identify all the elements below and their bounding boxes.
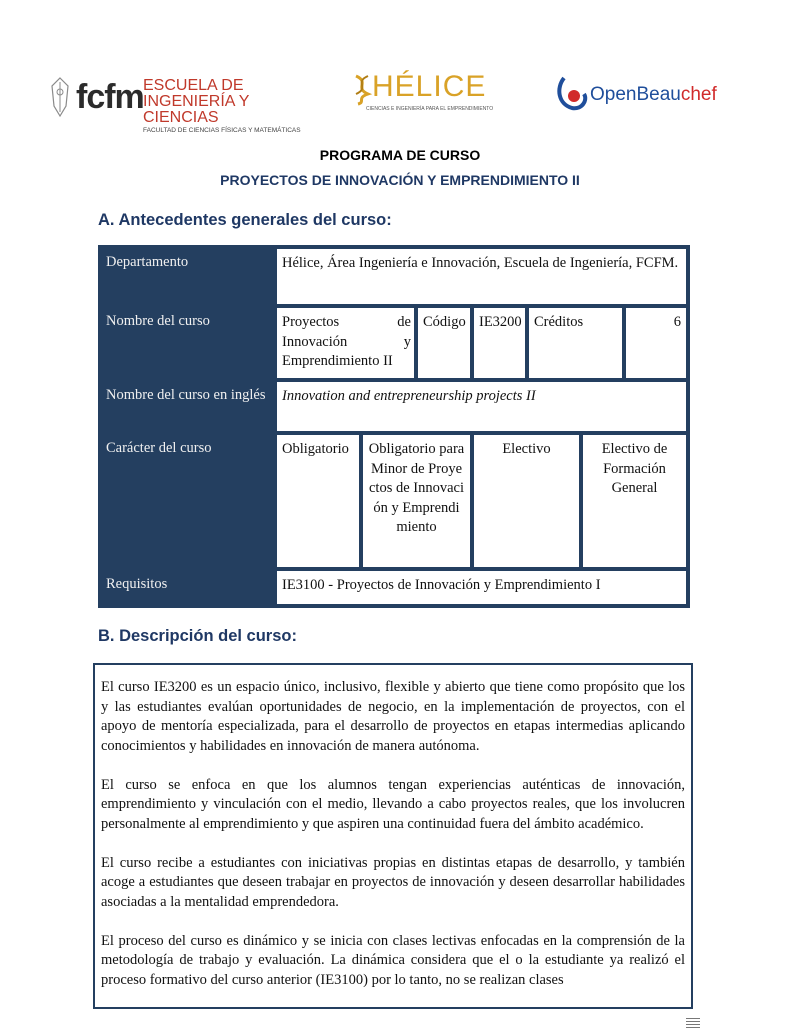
- page-continuation-mark: [686, 1018, 700, 1032]
- logo-bar: [0, 60, 800, 134]
- helix-icon: [352, 74, 372, 106]
- section-a-heading: A. Antecedentes generales del curso:: [98, 211, 392, 229]
- departamento-label: Departamento: [102, 249, 273, 304]
- description-paragraph: El curso IE3200 es un espacio único, inclusivo, flexible y abierto que tiene como propósito que los y las estudiantes evalúan oportunidades de negocio, en la implementación de proyectos, con el apoyo de mentoría especializada, para el desarrollo de proyectos en etapas intermedias aplicando conocimientos y habilidades en innovación de manera autónoma.: [101, 679, 685, 754]
- requisitos-label: Requisitos: [102, 571, 273, 604]
- codigo-label: Código: [418, 308, 470, 378]
- caracter-label: Carácter del curso: [102, 435, 273, 567]
- nombre-label: Nombre del curso: [102, 308, 273, 378]
- fcfm-line1: ESCUELA DE: [143, 77, 244, 94]
- document-title: PROGRAMA DE CURSO: [319, 147, 481, 163]
- table-row: [102, 435, 686, 567]
- fcfm-wordmark: fcfm: [76, 78, 144, 116]
- ingles-label: Nombre del curso en inglés: [102, 382, 273, 431]
- codigo-value: IE3200: [474, 308, 525, 378]
- course-description-box: [93, 663, 693, 1009]
- departamento-value: Hélice, Área Ingeniería e Innovación, Escuela de Ingeniería, FCFM.: [277, 249, 686, 304]
- helice-tagline: CIENCIAS E INGENIERÍA PARA EL EMPRENDIMIENTO: [366, 106, 494, 112]
- caracter-option-minor: Obligatorio para Minor de Proyectos de Innovación y Emprendimiento: [363, 435, 470, 567]
- openbeauchef-wordmark: [590, 84, 717, 106]
- description-paragraph: El curso recibe a estudiantes con iniciativas propias en distintas etapas de desarrollo, y también acoge a estudiantes que deseen trabajar en proyectos de innovación y deseen desarrollar habilidades asociadas a la mentalidad emprendedora.: [101, 854, 685, 910]
- openbeauchef-logo: [556, 68, 736, 118]
- caracter-option-obligatorio: Obligatorio: [277, 435, 359, 567]
- helice-logo: [352, 70, 494, 120]
- caracter-option-efg: Electivo de Formación General: [583, 435, 686, 567]
- table-row: [102, 249, 686, 304]
- table-row: [102, 308, 686, 378]
- course-info-table: [98, 245, 690, 608]
- caracter-option-electivo: Electivo: [474, 435, 579, 567]
- table-row: [102, 571, 686, 604]
- requisitos-value: IE3100 - Proyectos de Innovación y Emprendimiento I: [277, 571, 686, 604]
- openbeauchef-icon: [556, 74, 588, 112]
- fcfm-text: [143, 78, 308, 135]
- helice-wordmark: HÉLICE: [372, 70, 487, 103]
- university-seal-icon: [48, 76, 72, 120]
- fcfm-line3: FACULTAD DE CIENCIAS FÍSICAS Y MATEMÁTICAS: [143, 127, 301, 134]
- description-paragraph: El proceso del curso es dinámico y se inicia con clases lectivas enfocadas en la comprensión de la metodología de trabajo y evaluación. La dinámica considera que el o la estudiante ya realizó el proceso formativo del curso anterior (IE3100) por lo tanto, no se realizan clases: [101, 932, 685, 988]
- creditos-value: 6: [626, 308, 686, 378]
- fcfm-line2: INGENIERÍA Y CIENCIAS: [143, 93, 250, 126]
- fcfm-logo: [48, 68, 308, 134]
- creditos-label: Créditos: [529, 308, 622, 378]
- openbeauchef-part1: OpenBeau: [590, 84, 681, 105]
- section-b-heading: B. Descripción del curso:: [98, 627, 297, 645]
- ingles-value: Innovation and entrepreneurship projects II: [277, 382, 686, 431]
- description-paragraph: El curso se enfoca en que los alumnos tengan experiencias auténticas de innovación, emprendimiento y vinculación con el medio, llevando a cabo proyectos reales, que los involucren personalmente al emprendimiento y que aspiren una continuidad fuera del ámbito académico.: [101, 776, 685, 832]
- table-row: [102, 382, 686, 431]
- nombre-value: Proyectos de Innovación y Emprendimiento II: [277, 308, 414, 378]
- openbeauchef-part2: chef: [680, 84, 717, 105]
- course-title: PROYECTOS DE INNOVACIÓN Y EMPRENDIMIENTO II: [220, 172, 580, 188]
